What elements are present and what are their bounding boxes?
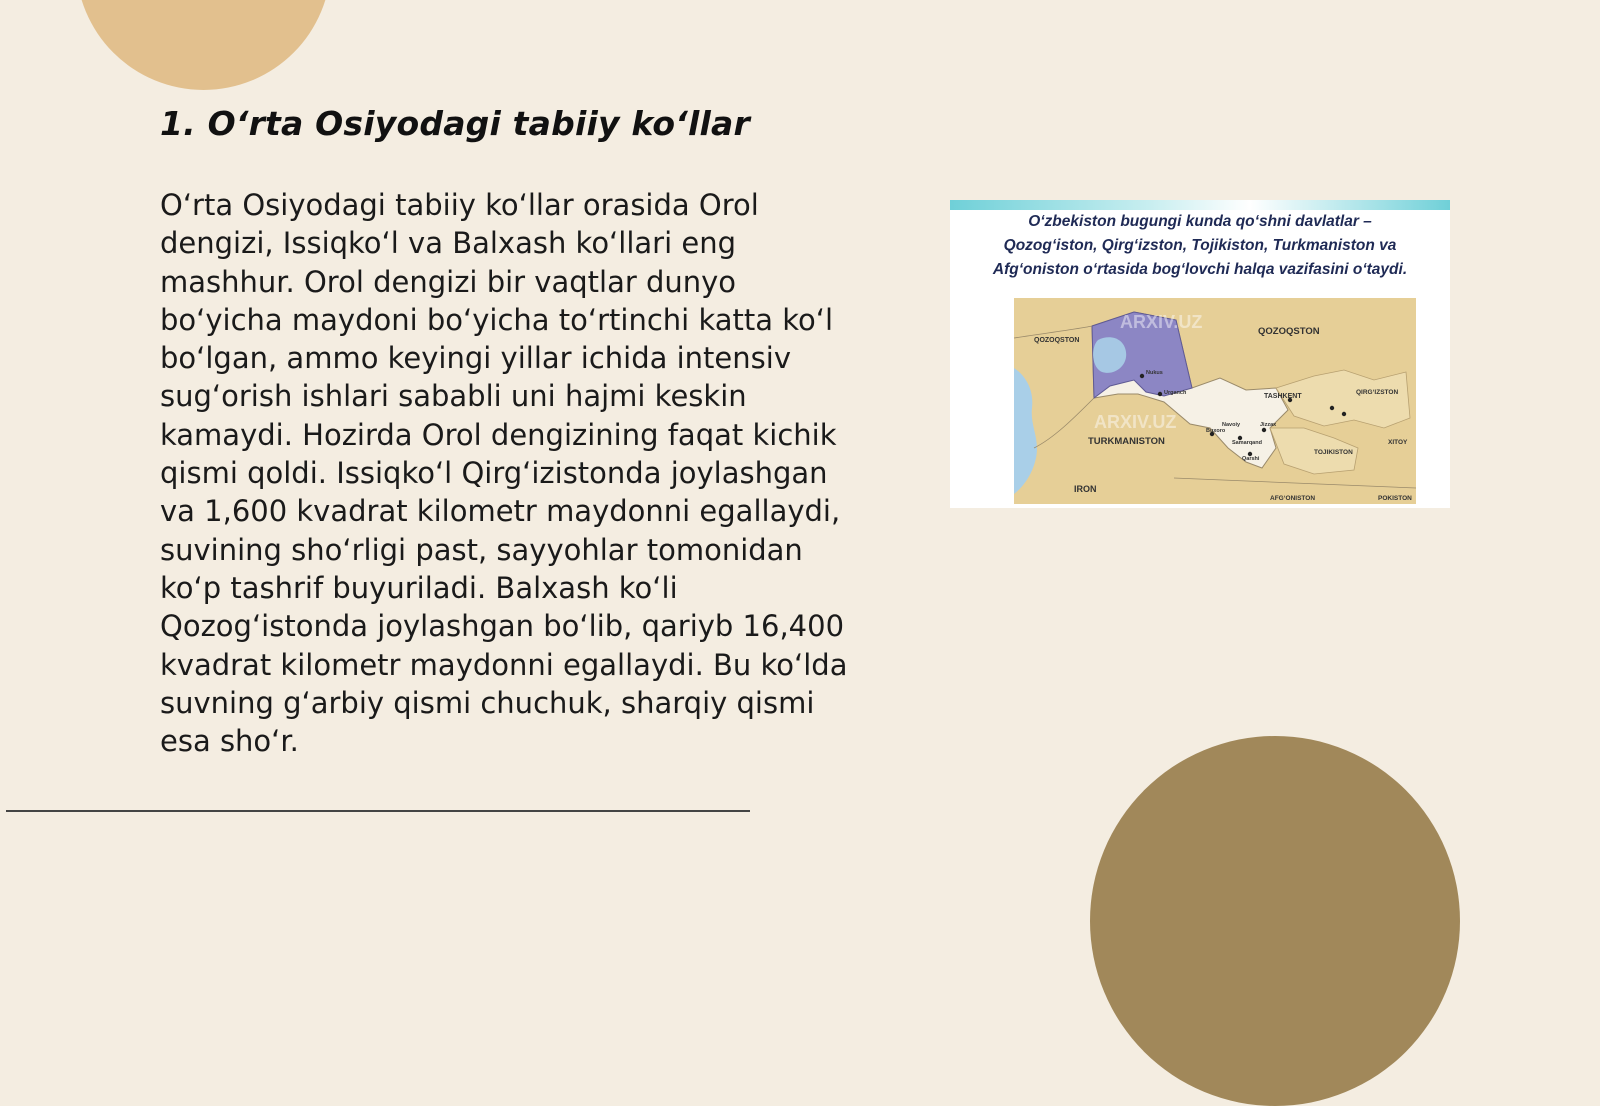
- map-caption-line: Qozog‘iston, Qirg‘izston, Tojikiston, Turkmaniston va: [1003, 237, 1397, 254]
- map-label: TASHKENT: [1264, 393, 1302, 400]
- city-marker: [1140, 374, 1144, 378]
- city-marker: [1158, 392, 1162, 396]
- decorative-circle-top: [76, 0, 331, 90]
- map-watermark: ARXIV.UZ: [1094, 412, 1177, 432]
- map-caption-line: Afg‘oniston o‘rtasida bog‘lovchi halqa vazifasini o‘taydi.: [992, 261, 1408, 278]
- city-marker: [1262, 428, 1266, 432]
- decorative-circle-bottom: [1090, 736, 1460, 1106]
- slide-title: 1. O‘rta Osiyodagi tabiiy ko‘llar: [160, 104, 750, 143]
- map-label: TOJIKISTON: [1314, 449, 1353, 456]
- map-label: AFG‘ONISTON: [1270, 495, 1316, 502]
- map-label: QOZOQSTON: [1258, 326, 1320, 337]
- map-label: IRON: [1074, 484, 1097, 494]
- map-label: Nukus: [1146, 370, 1163, 376]
- uzbekistan-map: [1014, 298, 1416, 504]
- map-header-band: [950, 200, 1450, 210]
- map-label: Qarshi: [1242, 456, 1260, 462]
- city-marker: [1342, 412, 1346, 416]
- map-label: Urganch: [1164, 390, 1187, 396]
- map-label: Buxoro: [1206, 428, 1226, 434]
- city-marker: [1330, 406, 1334, 410]
- map-caption-line: O‘zbekiston bugungi kunda qo‘shni davlatlar –: [1028, 213, 1372, 230]
- map-label: QIRG‘IZSTON: [1356, 389, 1399, 396]
- slide-body-text: O‘rta Osiyodagi tabiiy ko‘llar orasida Orol dengizi, Issiqko‘l va Balxash ko‘llari eng mashhur. Orol dengizi bir vaqtlar dunyo bo‘yicha maydoni bo‘yicha to‘rtinchi katta ko‘l bo‘lgan, ammo keyingi yillar ichida intensiv sug‘orish ishlari sababli uni hajmi keskin kamaydi. Hozirda Orol dengizining faqat kichik qismi qoldi. Issiqko‘l Qirg‘izistonda joylashgan va 1,600 kvadrat kilometr maydonni egallaydi, suvining sho‘rligi past, sayyohlar tomonidan ko‘p tashrif buyuriladi. Balxash ko‘li Qozog‘istonda joylashgan bo‘lib, qariyb 16,400 kvadrat kilometr maydonni egallaydi. Bu ko‘lda suvning g‘arbiy qismi chuchuk, sharqiy qismi esa sho‘r.: [160, 188, 848, 759]
- map-label: QOZOQSTON: [1034, 337, 1080, 344]
- map-label: Jizzax: [1260, 422, 1277, 428]
- map-image: [950, 200, 1450, 508]
- map-label: POKISTON: [1378, 495, 1412, 502]
- map-watermark: ARXIV.UZ: [1120, 312, 1203, 332]
- map-caption: [970, 210, 1430, 282]
- map-label: XITOY: [1388, 439, 1408, 446]
- map-label: Navoiy: [1222, 422, 1241, 428]
- map-label: Samarqand: [1232, 440, 1262, 446]
- map-label: TURKMANISTON: [1088, 436, 1165, 447]
- divider-line: [6, 810, 750, 812]
